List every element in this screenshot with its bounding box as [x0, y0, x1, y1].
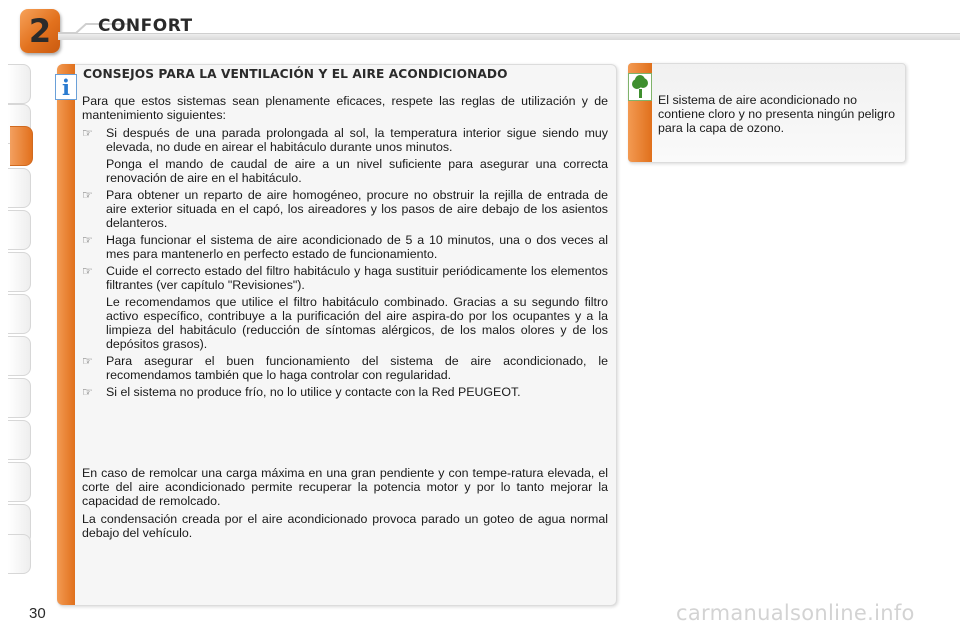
info-icon: i — [55, 74, 77, 100]
side-tab-6[interactable] — [8, 252, 31, 292]
list-item-continuation: Le recomendamos que utilice el filtro habitáculo combinado. Gracias a su segundo filtro activo específico, contribuye a la purificación del aire aspira-do por los ocupantes y a la limpieza del habitáculo (reducción de síntomas alérgicos, de los malos olores y de los depósitos grasos). — [106, 295, 608, 351]
side-tab-9[interactable] — [8, 378, 31, 418]
list-item: ☞ Para obtener un reparto de aire homogéneo, procure no obstruir la rejilla de entrada de aire exterior situada en el capó, los aireadores y los pasos de aire debajo de los asientos delanteros. — [82, 188, 608, 230]
side-tab-11[interactable] — [8, 462, 31, 502]
tree-icon — [628, 73, 652, 101]
condensation-paragraph: La condensación creada por el aire acondicionado provoca parado un goteo de agua normal debajo del vehículo. — [82, 512, 608, 540]
pointing-hand-icon: ☞ — [82, 188, 93, 202]
header-rule — [58, 33, 960, 40]
pointing-hand-icon: ☞ — [82, 354, 93, 368]
list-item-continuation: Ponga el mando de caudal de aire a un nivel suficiente para asegurar una correcta renovación de aire en el habitáculo. — [106, 157, 608, 185]
chapter-title: CONFORT — [98, 16, 193, 36]
side-tab-current[interactable] — [10, 126, 33, 166]
side-tab-10[interactable] — [8, 420, 31, 460]
chapter-number: 2 — [28, 12, 52, 50]
page-number: 30 — [29, 605, 46, 622]
side-tab-8[interactable] — [8, 336, 31, 376]
eco-note: El sistema de aire acondicionado no contiene cloro y no presenta ningún peligro para la capa de ozono. — [658, 93, 895, 135]
pointing-hand-icon: ☞ — [82, 233, 93, 247]
pointing-hand-icon: ☞ — [82, 385, 93, 399]
watermark: carmanualsonline.info — [676, 601, 915, 625]
list-item: ☞ Si después de una parada prolongada al sol, la temperatura interior sigue siendo muy elevada, no dude en airear el habitáculo durante unos minutos. — [82, 126, 608, 154]
list-item: ☞ Si el sistema no produce frío, no lo utilice y contacte con la Red PEUGEOT. — [82, 385, 521, 399]
main-panel-accent — [57, 64, 75, 605]
towing-paragraph: En caso de remolcar una carga máxima en una gran pendiente y con tempe-ratura elevada, el corte del aire acondicionado permite recuperar la potencia motor y por lo tanto mejorar la capacidad de remolcado. — [82, 466, 608, 508]
side-tab-4[interactable] — [8, 168, 31, 208]
list-item: ☞ Cuide el correcto estado del filtro habitáculo y haga sustituir periódicamente los elementos filtrantes (ver capítulo "Revisiones"). — [82, 264, 608, 292]
side-tab-5[interactable] — [8, 210, 31, 250]
pointing-hand-icon: ☞ — [82, 264, 93, 278]
side-tab-7[interactable] — [8, 294, 31, 334]
list-item: ☞ Haga funcionar el sistema de aire acondicionado de 5 a 10 minutos, una o dos veces al mes para mantenerlo en perfecto estado de funcionamiento. — [82, 233, 608, 261]
list-item: ☞ Para asegurar el buen funcionamiento del sistema de aire acondicionado, le recomendamos también que lo haga controlar con regularidad. — [82, 354, 608, 382]
section-title: CONSEJOS PARA LA VENTILACIÓN Y EL AIRE ACONDICIONADO — [83, 67, 508, 81]
chapter-badge — [20, 9, 60, 53]
advice-list — [82, 126, 608, 402]
side-tab-13[interactable] — [8, 534, 31, 574]
intro-paragraph: Para que estos sistemas sean plenamente eficaces, respete las reglas de utilización y de mantenimiento siguientes: — [82, 94, 608, 122]
pointing-hand-icon: ☞ — [82, 126, 93, 140]
side-tab-1[interactable] — [8, 64, 31, 104]
